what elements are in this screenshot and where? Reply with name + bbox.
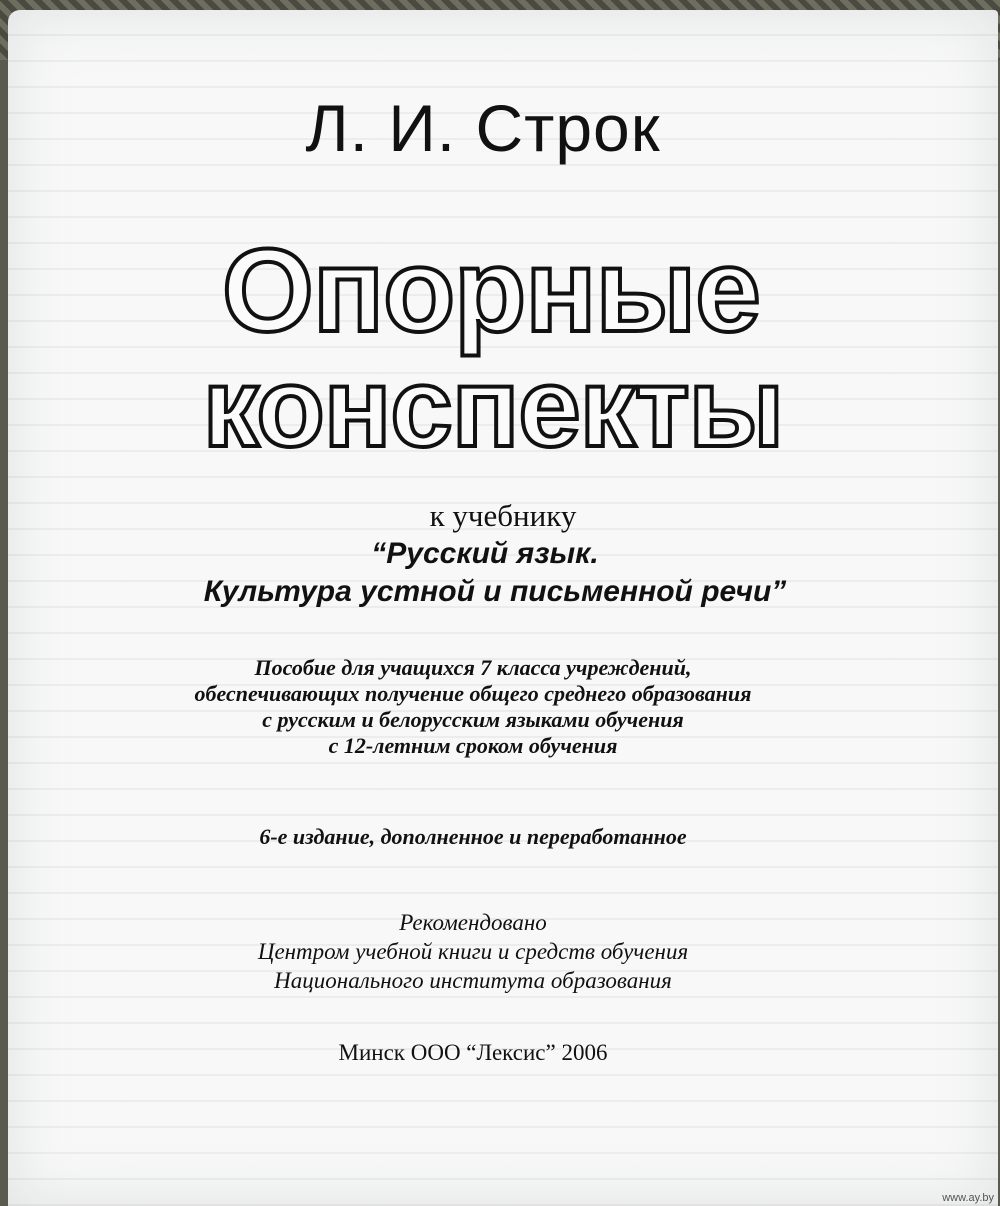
textbook-title-line-1: “Русский язык. [371, 537, 599, 570]
recommend-line: Центром учебной книги и средств обучения [257, 939, 689, 964]
title-line-1: Опорные [222, 225, 760, 357]
author-name: Л. И. Строк [305, 91, 661, 165]
to-textbook-label: к учебнику [429, 498, 577, 533]
recommend-line: Национального института образования [274, 968, 672, 993]
title-page [8, 10, 998, 1206]
title-line-2: конспекты [202, 345, 784, 470]
purpose-line: с русским и белорусским языками обучения [262, 707, 684, 732]
textbook-title-line-2: Культура устной и письменной речи” [203, 575, 787, 608]
site-watermark: www.ay.by [942, 1192, 994, 1204]
purpose-line: Пособие для учащихся 7 класса учреждений, [254, 655, 692, 680]
recommend-line: Рекомендовано [399, 910, 547, 935]
purpose-line: обеспечивающих получение общего среднего образования [194, 681, 752, 706]
edition-info: 6-е издание, дополненное и переработанное [259, 824, 687, 849]
purpose-line: с 12-летним сроком обучения [328, 733, 618, 758]
recommendation [8, 908, 968, 995]
publisher-imprint: Минск ООО “Лексис” 2006 [338, 1040, 608, 1065]
purpose-description [8, 655, 968, 759]
